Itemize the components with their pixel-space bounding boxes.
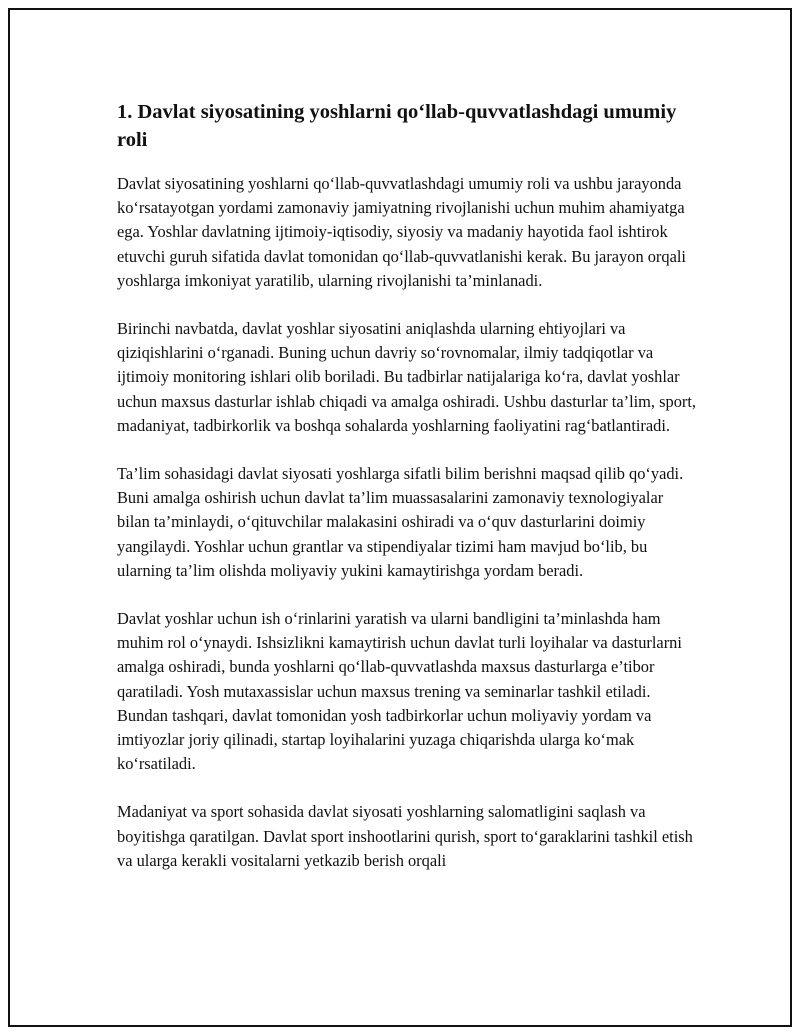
paragraph-4: Davlat yoshlar uchun ish o‘rinlarini yaratish va ularni bandligini ta’minlashda ham muhim rol o‘ynaydi. Ishsizlikni kamaytirish uchun davlat turli loyihalar va dasturlarni amalga oshiradi, bunda yoshlarni qo‘llab-quvvatlashda maxsus dasturlarga e’tibor qaratiladi. Yosh mutaxassislar uchun maxsus trening va seminarlar tashkil etiladi. Bundan tashqari, davlat tomonidan yosh tadbirkorlar uchun moliyaviy yordam va imtiyozlar joriy qilinadi, startap loyihalarini yuzaga chiqarishda ularga ko‘mak ko‘rsatiladi. xyxy=(117,609,682,774)
paragraph-5: Madaniyat va sport sohasida davlat siyosati yoshlarning salomatligini saqlash va boyitishga qaratilgan. Davlat sport inshootlarini qurish, sport to‘garaklarini tashkil etish va ularga kerakli vositalarni yetkazib berish orqali xyxy=(117,802,693,870)
paragraph-2: Birinchi navbatda, davlat yoshlar siyosatini aniqlashda ularning ehtiyojlari va qiziqishlarini o‘rganadi. Buning uchun davriy so‘rovnomalar, ilmiy tadqiqotlar va ijtimoiy monitoring ishlari olib boriladi. Bu tadbirlar natijalariga ko‘ra, davlat yoshlar uchun maxsus dasturlar ishlab chiqadi va amalga oshiradi. Ushbu dasturlar ta’lim, sport, madaniyat, tadbirkorlik va boshqa sohalarda yoshlarning faoliyatini rag‘batlantiradi. xyxy=(117,319,697,435)
page-frame xyxy=(8,8,792,1027)
paragraph-3: Ta’lim sohasidagi davlat siyosati yoshlarga sifatli bilim berishni maqsad qilib qo‘yadi. Buni amalga oshirish uchun davlat ta’lim muassasalarini zamonaviy texnologiyalar bilan ta’minlaydi, o‘qituvchilar malakasini oshiradi va o‘quv dasturlarini doimiy yangilaydi. Yoshlar uchun grantlar va stipendiyalar tizimi ham mavjud bo‘lib, bu ularning ta’lim olishda moliyaviy yukini kamaytirishga yordam beradi. xyxy=(117,464,684,580)
paragraph-1: Davlat siyosatining yoshlarni qo‘llab-quvvatlashdagi umumiy roli va ushbu jarayonda ko‘rsatayotgan yordami zamonaviy jamiyatning rivojlanishi uchun muhim ahamiyatga ega. Yoshlar davlatning ijtimoiy-iqtisodiy, siyosiy va madaniy hayotida faol ishtirok etuvchi guruh sifatida davlat tomonidan qo‘llab-quvvatlanishi kerak. Bu jarayon orqali yoshlarga imkoniyat yaratilib, ularning rivojlanishi ta’minlanadi. xyxy=(117,174,686,290)
section-heading: 1. Davlat siyosatining yoshlarni qo‘llab-quvvatlashdagi umumiy roli xyxy=(117,101,677,151)
document-body xyxy=(117,98,697,897)
